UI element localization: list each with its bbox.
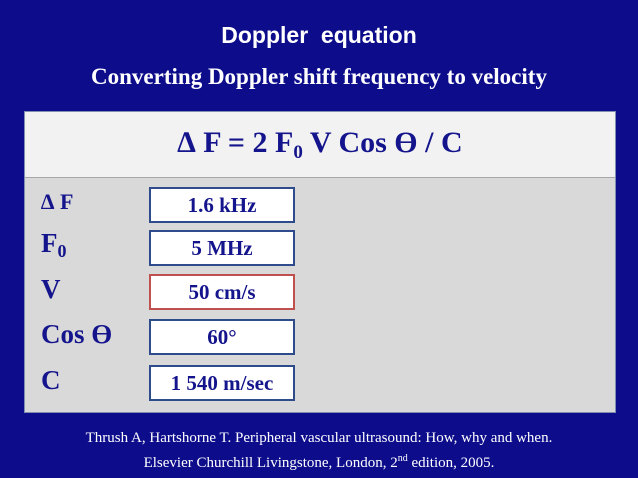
row-label-c: C [41,365,61,395]
equation-subscript: 0 [293,142,303,163]
citation-line-2-start: Elsevier Churchill Livingstone, London, 2 [143,455,398,471]
equation-rhs: V Cos ϴ / C [302,126,463,159]
citation-superscript: nd [397,453,408,464]
citation-line-2-end: edition, 2005. [407,455,495,471]
value-cos-theta: 60° [149,319,295,355]
row-label-f0-subscript: 0 [57,241,67,261]
row-label-f0 [41,228,67,262]
value-v: 50 cm/s [149,274,295,310]
doppler-equation [25,126,615,164]
citation-line-1: Thrush A, Hartshorne T. Peripheral vascular ultrasound: How, why and when. [85,430,553,446]
slide-title: Doppler equation [221,22,417,48]
row-label-v: V [41,274,61,304]
citation-line-2 [0,453,638,472]
value-delta-f: 1.6 kHz [149,187,295,223]
equation-panel [24,111,616,413]
value-c: 1 540 m/sec [149,365,295,401]
row-label-f0-text: F [41,228,58,258]
equation-lhs: ∆ F = 2 F [177,126,294,159]
row-label-cos-theta: Cos ϴ [41,319,113,349]
slide-subtitle: Converting Doppler shift frequency to velocity [91,64,547,89]
equation-band [25,112,615,178]
value-f0: 5 MHz [149,230,295,266]
row-label-delta-f: ∆ F [41,189,74,214]
